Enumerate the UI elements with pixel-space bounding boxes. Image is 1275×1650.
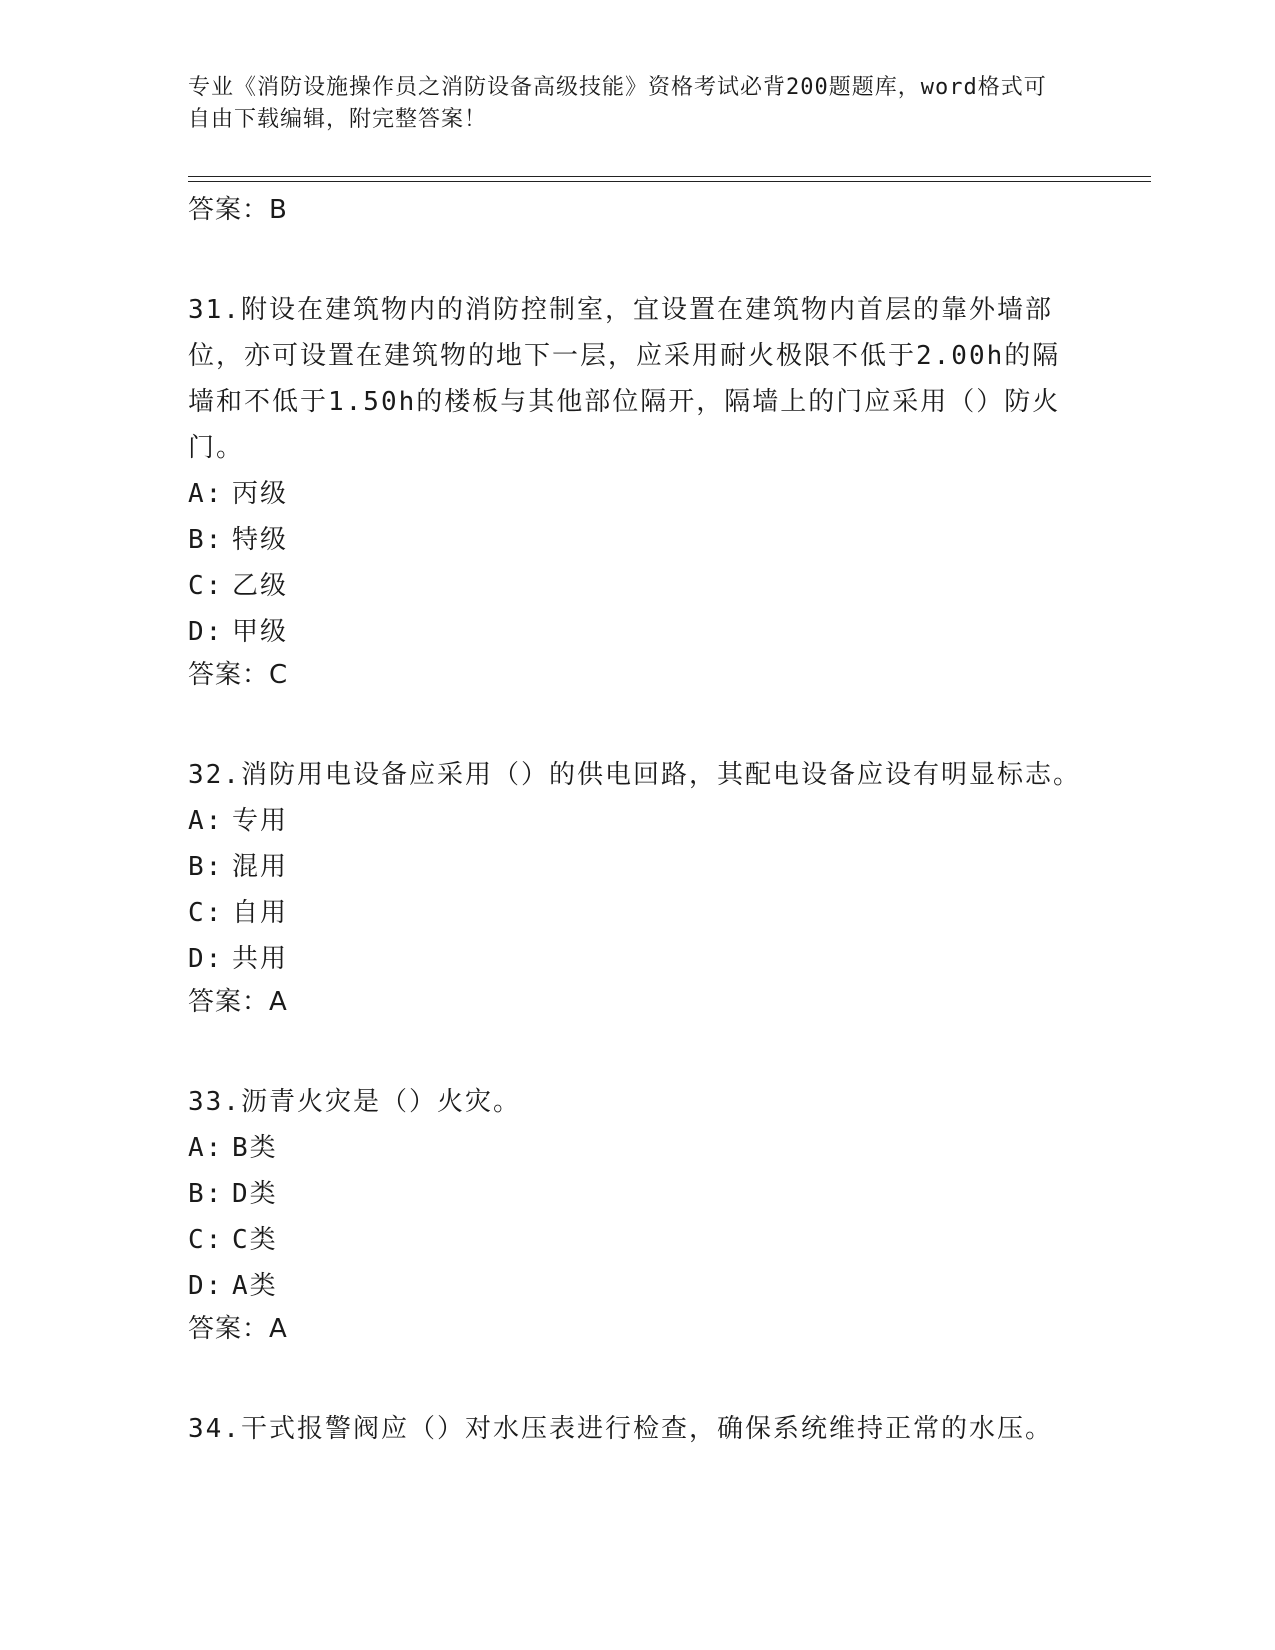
question-text: 33.沥青火灾是（）火灾。 bbox=[188, 1087, 521, 1117]
option-text: 特级 bbox=[232, 525, 289, 555]
option-text: B类 bbox=[232, 1133, 278, 1163]
question-block bbox=[188, 1079, 1088, 1349]
document-header: 专业《消防设施操作员之消防设备高级技能》资格考试必背200题题库，word格式可自由下载编辑，附完整答案！ bbox=[188, 75, 1047, 132]
option-c bbox=[188, 563, 1088, 609]
answer-label: 答案：A bbox=[188, 987, 288, 1017]
option-text: 甲级 bbox=[232, 617, 289, 647]
answer-label: 答案：C bbox=[188, 660, 289, 690]
option-b bbox=[188, 844, 1088, 890]
option-b bbox=[188, 1171, 1088, 1217]
option-text: 共用 bbox=[232, 944, 289, 974]
question-block bbox=[188, 752, 1088, 1022]
question-text: 32.消防用电设备应采用（）的供电回路，其配电设备应设有明显标志。 bbox=[188, 760, 1081, 790]
option-c bbox=[188, 1217, 1088, 1263]
option-key: B: bbox=[188, 525, 224, 555]
question-list bbox=[188, 190, 1088, 1452]
option-d bbox=[188, 1263, 1088, 1309]
option-text: 自用 bbox=[232, 898, 289, 928]
option-key: C: bbox=[188, 571, 224, 601]
option-c bbox=[188, 890, 1088, 936]
option-text: C类 bbox=[232, 1225, 278, 1255]
option-key: D: bbox=[188, 617, 224, 647]
option-key: C: bbox=[188, 898, 224, 928]
option-d bbox=[188, 936, 1088, 982]
option-a bbox=[188, 798, 1088, 844]
option-a bbox=[188, 471, 1088, 517]
option-d bbox=[188, 609, 1088, 655]
option-text: 丙级 bbox=[232, 479, 289, 509]
question-text: 34.干式报警阀应（）对水压表进行检查，确保系统维持正常的水压。 bbox=[188, 1414, 1053, 1444]
option-text: D类 bbox=[232, 1179, 278, 1209]
answer-label: 答案：B bbox=[188, 195, 288, 225]
answer-label: 答案：A bbox=[188, 1314, 288, 1344]
option-key: B: bbox=[188, 852, 224, 882]
option-text: 混用 bbox=[232, 852, 289, 882]
option-text: 专用 bbox=[232, 806, 289, 836]
option-key: A: bbox=[188, 1133, 224, 1163]
header-rule-bottom bbox=[188, 181, 1151, 182]
option-key: B: bbox=[188, 1179, 224, 1209]
option-text: A类 bbox=[232, 1271, 278, 1301]
option-key: D: bbox=[188, 944, 224, 974]
option-key: A: bbox=[188, 479, 224, 509]
header-rule-top bbox=[188, 176, 1151, 177]
question-block bbox=[188, 287, 1088, 695]
question-text: 31.附设在建筑物内的消防控制室，宜设置在建筑物内首层的靠外墙部位，亦可设置在建筑物的地下一层，应采用耐火极限不低于2.00h的隔墙和不低于1.50h的楼板与其他部位隔开，隔墙上的门应采用（）防火门。 bbox=[188, 295, 1061, 463]
question-block bbox=[188, 1406, 1088, 1452]
option-text: 乙级 bbox=[232, 571, 289, 601]
option-a bbox=[188, 1125, 1088, 1171]
option-key: A: bbox=[188, 806, 224, 836]
option-b bbox=[188, 517, 1088, 563]
option-key: D: bbox=[188, 1271, 224, 1301]
option-key: C: bbox=[188, 1225, 224, 1255]
